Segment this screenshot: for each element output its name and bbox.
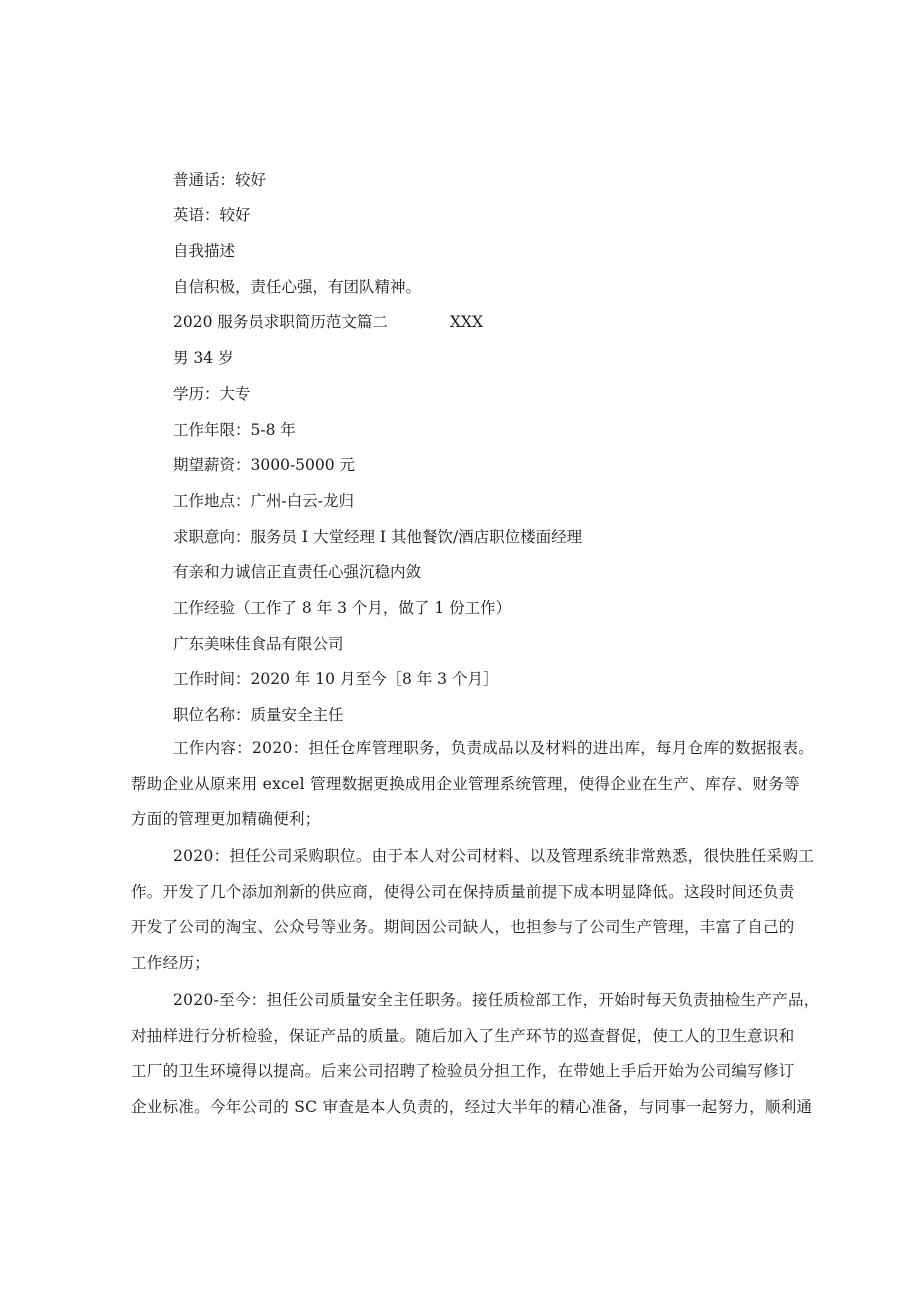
resume-title-line <box>173 312 483 332</box>
paragraph-line: 方面的管理更加精确便利； <box>131 810 321 829</box>
paragraph-line: 作。开发了几个添加剂新的供应商，使得公司在保持质量前提下成本明显降低。这段时间还负责 <box>131 882 795 901</box>
paragraph-line: 2020-至今：担任公司质量安全主任职务。接任质检部工作，开始时每天负责抽检生产产品， <box>173 991 820 1009</box>
paragraph-line: 开发了公司的淘宝、公众号等业务。期间因公司缺人，也担参与了公司生产管理，丰富了自己的 <box>131 918 795 937</box>
paragraph-line: 工作内容：2020：担任仓库管理职务，负责成品以及材料的进出库，每月仓库的数据报表。 <box>173 739 815 757</box>
paragraph-line: 企业标准。今年公司的 SC 审查是本人负责的，经过大半年的精心准备，与同事一起努力，顺利通 <box>131 1097 813 1116</box>
expected-salary: 期望薪资：3000-5000 元 <box>173 456 356 474</box>
paragraph-line: 工作经历； <box>131 953 211 972</box>
job-title: 职位名称：质量安全主任 <box>173 706 344 724</box>
self-description-text: 自信积极，责任心强，有团队精神。 <box>173 278 422 296</box>
candidate-name: XXX <box>449 313 483 331</box>
resume-title: 2020 服务员求职简历范文篇二 <box>173 313 388 331</box>
work-period: 工作时间：2020 年 10 月至今［8 年 3 个月］ <box>173 670 499 688</box>
work-location: 工作地点：广州-白云-龙归 <box>173 492 354 510</box>
mandarin-level: 普通话：较好 <box>173 171 267 189</box>
quality-safety-paragraph <box>131 983 820 1125</box>
work-years: 工作年限：5-8 年 <box>173 421 296 439</box>
english-level: 英语：较好 <box>173 206 251 224</box>
company-name: 广东美味佳食品有限公司 <box>173 635 344 653</box>
paragraph-line: 对抽样进行分析检验，保证产品的质量。随后加入了生产环节的巡查督促，使工人的卫生意识和 <box>131 1026 795 1045</box>
procurement-paragraph <box>131 839 815 981</box>
paragraph-line: 工厂的卫生环境得以提高。后来公司招聘了检验员分担工作，在带她上手后开始为公司编写修订 <box>131 1062 795 1081</box>
paragraph-line: 2020：担任公司采购职位。由于本人对公司材料、以及管理系统非常熟悉，很快胜任采购工 <box>173 847 815 865</box>
self-description-heading: 自我描述 <box>173 242 236 260</box>
personal-traits: 有亲和力诚信正直责任心强沉稳内敛 <box>173 563 422 581</box>
education: 学历：大专 <box>173 385 251 403</box>
paragraph-line: 帮助企业从原来用 excel 管理数据更换成用企业管理系统管理，使得企业在生产、库存、财务等 <box>131 774 800 793</box>
job-intention: 求职意向：服务员 I 大堂经理 I 其他餐饮/酒店职位楼面经理 <box>173 528 583 546</box>
work-content-paragraph <box>131 731 815 838</box>
work-experience-heading: 工作经验（工作了 8 年 3 个月，做了 1 份工作） <box>173 599 512 617</box>
gender-age: 男 34 岁 <box>173 349 234 367</box>
